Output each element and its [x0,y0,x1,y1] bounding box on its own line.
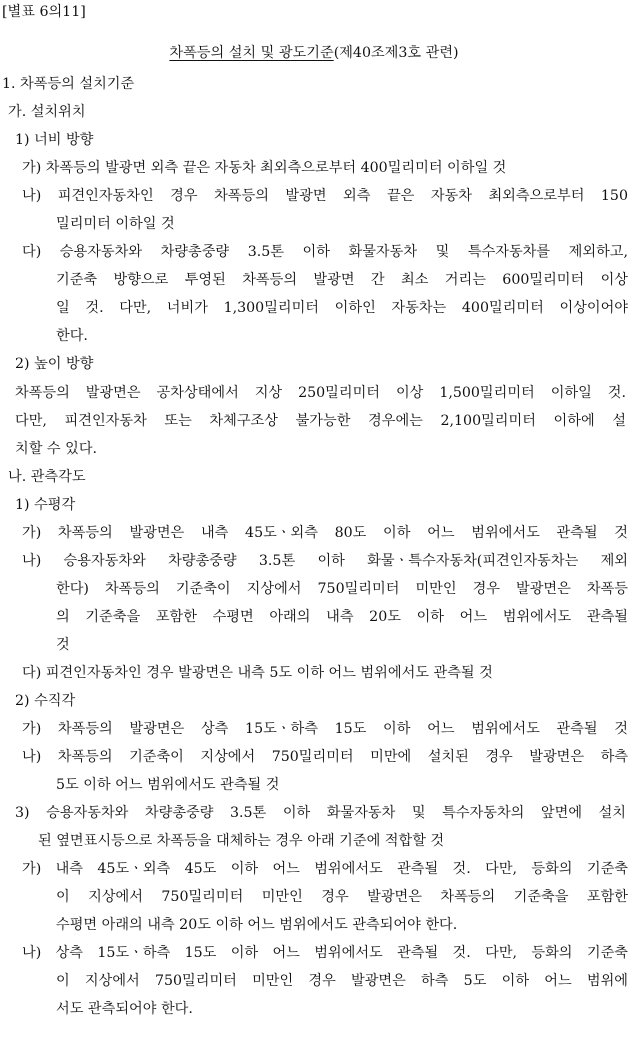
text-line-subsection-cont: 된 옆면표시등으로 차폭등을 대체하는 경우 아래 기준에 적합할 것 [38,833,445,849]
text-line-subsection-heading: 1) 수평각 [15,497,76,513]
text-line-item-cont: 일 것. 다만, 너비가 1,300밀리미터 이하인 자동차는 400밀리미터 이상이어야 [56,300,628,316]
text-line-item-cont: 이 지상에서 750밀리미터 미만인 경우 발광면은 하측 5도 이하 어느 범위에 [56,973,628,989]
text-line-item: 나) 승용자동차와 차량총중량 3.5톤 이하 화물ㆍ특수자동차(피견인자동차는 제외 [22,553,628,569]
text-line-subsection-heading: 1) 너비 방향 [15,132,94,148]
text-line-item-cont: 이 지상에서 750밀리미터 미만인 경우 발광면은 차폭등의 기준축을 포함한 [56,889,628,905]
text-line-paragraph: 차폭등의 발광면은 공차상태에서 지상 250밀리미터 이상 1,500밀리미터 이하일 것. [15,385,626,401]
text-line-heading: 1. 차폭등의 설치기준 [2,76,135,92]
text-line-item-cont: 한다. [56,328,88,344]
text-line-subsection-heading: 2) 높이 방향 [15,356,94,372]
text-line-section-heading: 나. 관측각도 [8,469,86,485]
text-line-item: 가) 차폭등의 발광면은 내측 45도ㆍ외측 80도 이하 어느 범위에서도 관측될 것 [22,525,628,541]
text-line-item-cont: 한다) 차폭등의 기준축이 지상에서 750밀리미터 미만인 경우 발광면은 차폭등 [56,581,628,597]
text-line-subsection-heading: 3) 승용자동차와 차량총중량 3.5톤 이하 화물자동차 및 특수자동차의 앞면에 설치 [15,805,626,821]
text-line-paragraph: 다만, 피견인자동차 또는 차체구조상 불가능한 경우에는 2,100밀리미터 이하에 설 [15,413,626,429]
text-line-item: 다) 승용자동차와 차량총중량 3.5톤 이하 화물자동차 및 특수자동차를 제외하고, [22,244,628,260]
text-line-item: 가) 차폭등의 발광면은 상측 15도ㆍ하측 15도 이하 어느 범위에서도 관측될 것 [22,721,628,737]
text-line-item-cont: 수평면 아래의 내측 20도 이하 어느 범위에서도 관측되어야 한다. [56,917,458,933]
annex-label: [별표 6의11] [2,4,86,20]
title-reference: (제40조제3호 관련) [333,45,459,61]
text-line-item-cont: 것 [56,637,70,653]
text-line-item: 가) 차폭등의 발광면 외측 끝은 자동차 최외측으로부터 400밀리미터 이하일 것 [22,160,507,176]
text-line-item: 나) 피견인자동차인 경우 차폭등의 발광면 외측 끝은 자동차 최외측으로부터 150 [22,188,628,204]
text-line-item-cont: 서도 관측되어야 한다. [56,1001,193,1017]
text-line-item-cont: 의 기준축을 포함한 수평면 아래의 내측 20도 이하 어느 범위에서도 관측될 [56,609,628,625]
text-line-item: 가) 내측 45도ㆍ외측 45도 이하 어느 범위에서도 관측될 것. 다만, 등화의 기준축 [22,861,628,877]
text-line-item: 다) 피견인자동차인 경우 발광면은 내측 5도 이하 어느 범위에서도 관측될 것 [22,665,493,681]
text-line-subsection-heading: 2) 수직각 [15,693,76,709]
text-line-item-cont: 밀리미터 이하일 것 [56,216,175,232]
document-title [0,40,628,66]
text-line-paragraph: 치할 수 있다. [15,441,98,457]
text-line-item-cont: 5도 이하 어느 범위에서도 관측될 것 [56,777,280,793]
text-line-item: 나) 상측 15도ㆍ하측 15도 이하 어느 범위에서도 관측될 것. 다만, 등화의 기준축 [22,945,628,961]
text-line-item-cont: 기준축 방향으로 투영된 차폭등의 발광면 간 최소 거리는 600밀리미터 이상 [56,272,628,288]
text-line-item: 나) 차폭등의 기준축이 지상에서 750밀리미터 미만에 설치된 경우 발광면은 하측 [22,749,628,765]
title-main: 차폭등의 설치 및 광도기준 [169,45,334,61]
text-line-section-heading: 가. 설치위치 [8,104,86,120]
